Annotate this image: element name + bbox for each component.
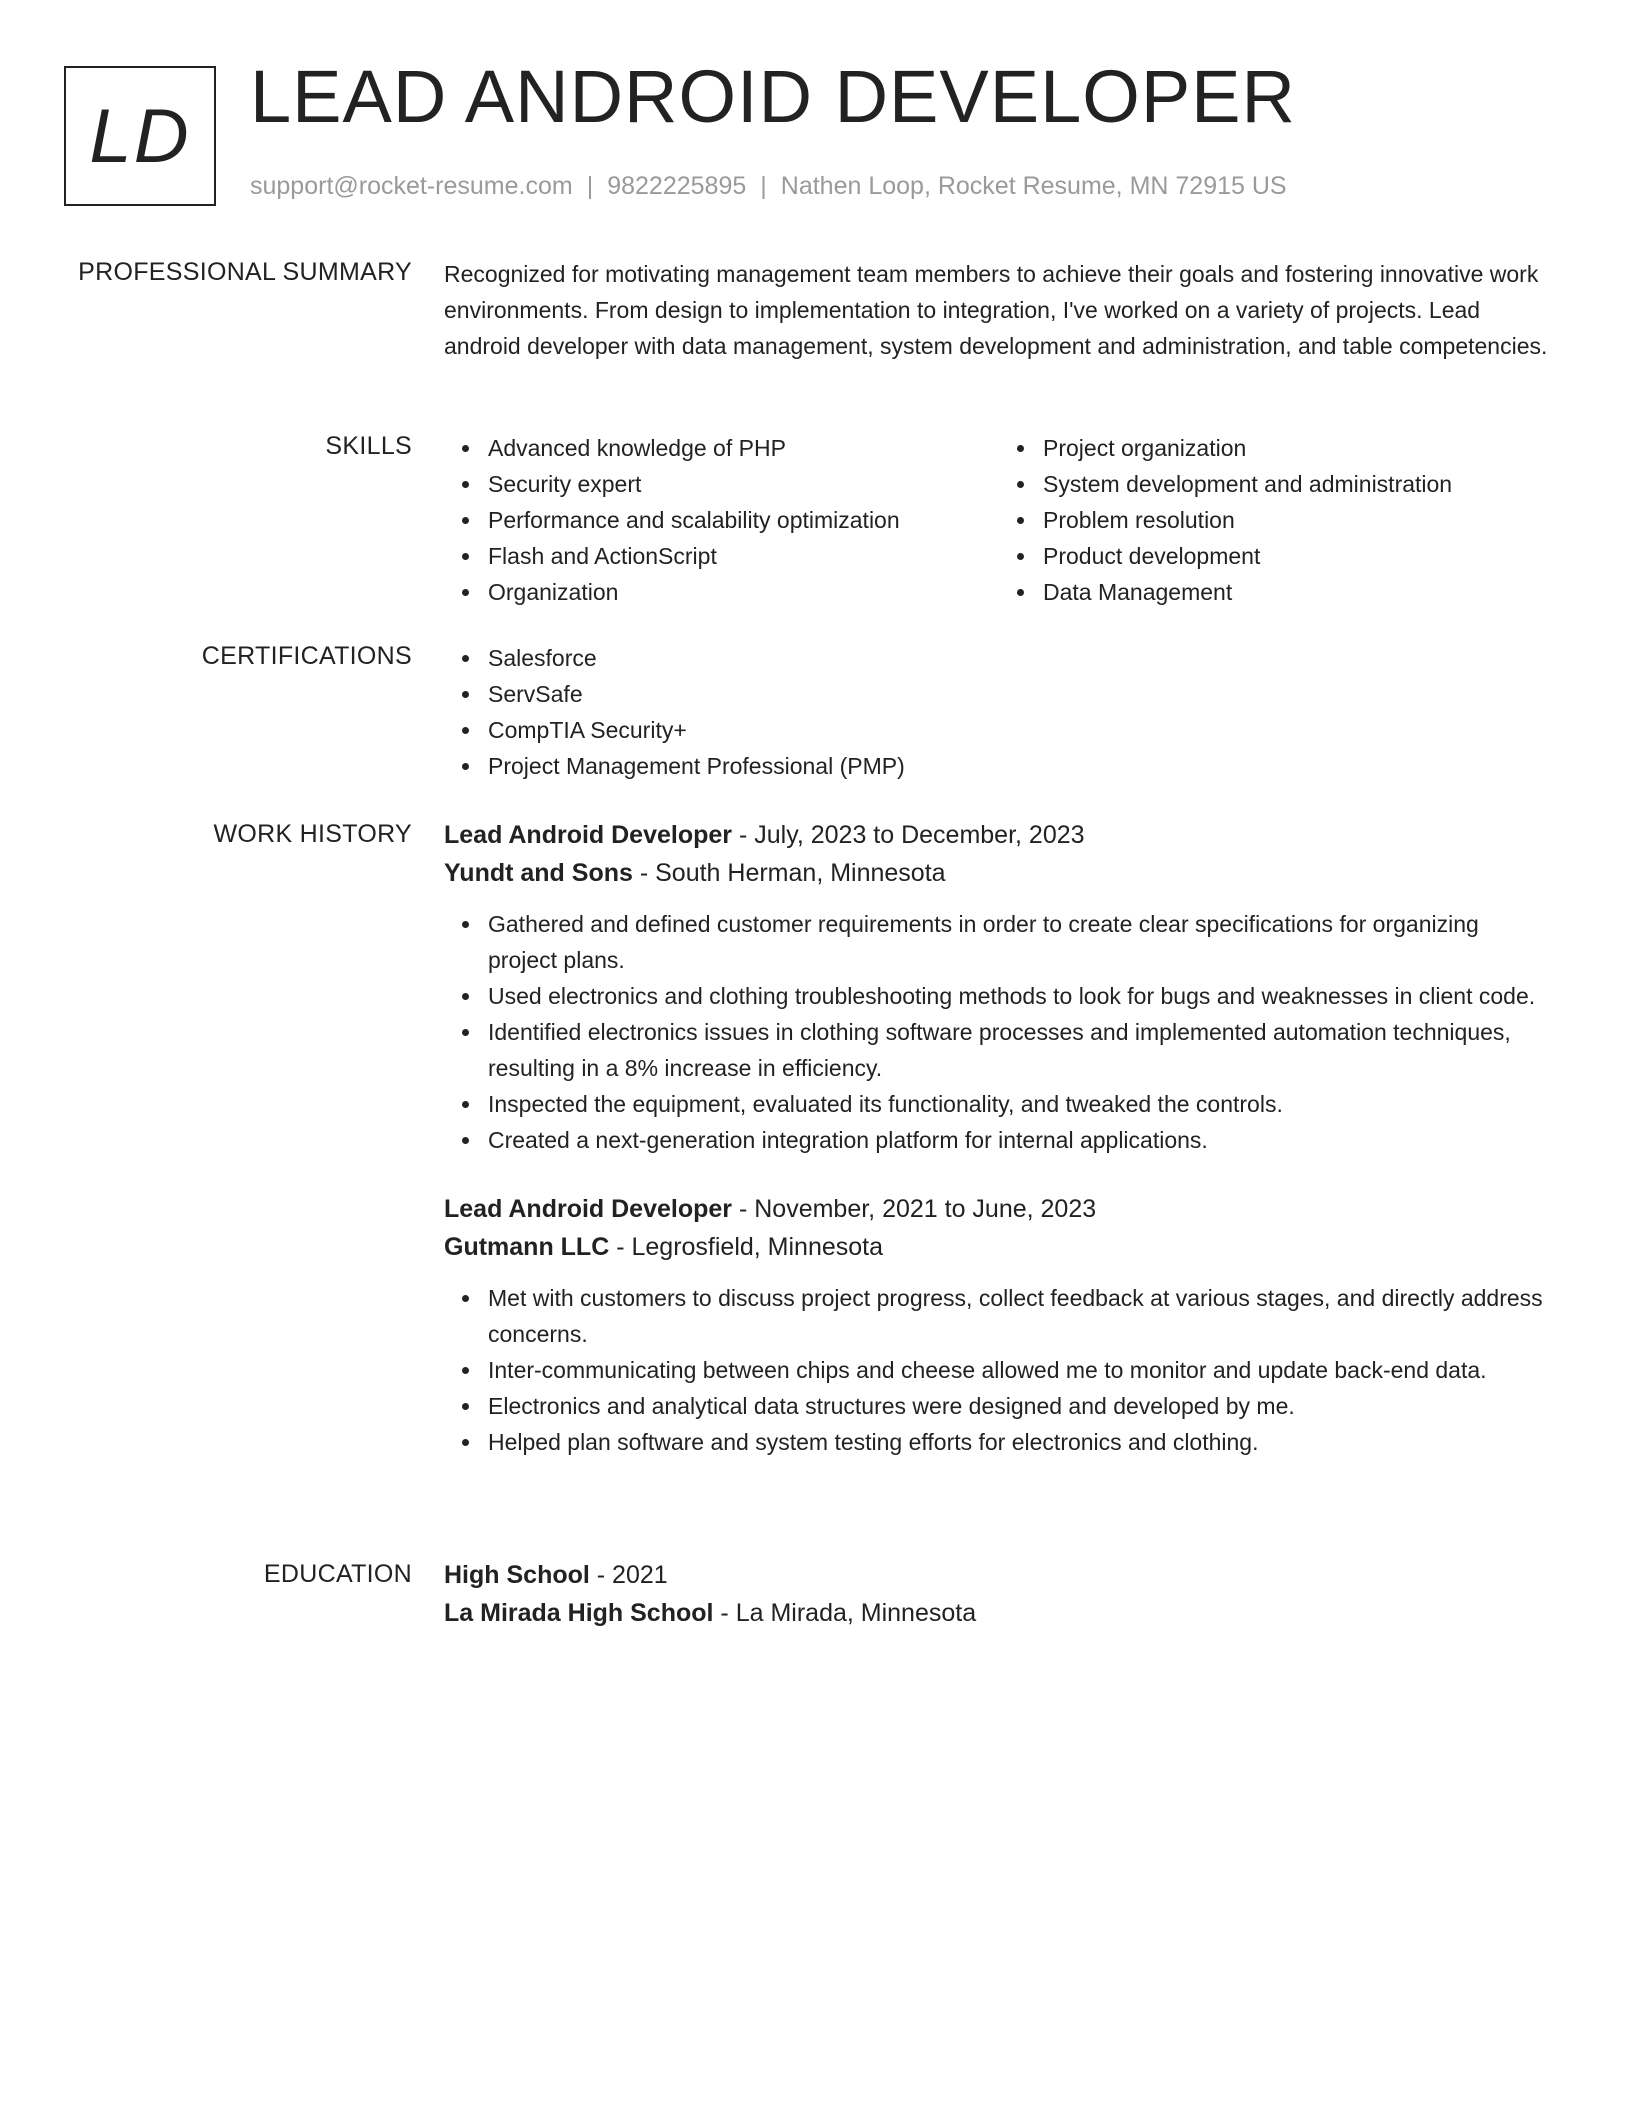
list-item: Performance and scalability optimization	[488, 502, 953, 538]
list-item: Inter-communicating between chips and cheese allowed me to monitor and update back-end data.	[488, 1352, 1554, 1388]
education-location: - La Mirada, Minnesota	[713, 1599, 977, 1627]
education-degree: High School	[444, 1561, 590, 1589]
section-body	[444, 430, 1554, 610]
list-item: Met with customers to discuss project progress, collect feedback at various stages, and directly address concerns.	[488, 1280, 1554, 1352]
section-body	[444, 816, 1554, 1460]
section-label: CERTIFICATIONS	[201, 642, 412, 670]
separator: |	[760, 172, 767, 200]
section-body	[444, 640, 1554, 784]
job-dates: - November, 2021 to June, 2023	[732, 1195, 1097, 1223]
section-label: PROFESSIONAL SUMMARY	[78, 258, 412, 286]
job-role: Lead Android Developer	[444, 1195, 733, 1223]
list-item: Product development	[1043, 538, 1508, 574]
skills-columns	[444, 430, 1554, 610]
phone-text: 9822225895	[607, 172, 747, 200]
list-item: Used electronics and clothing troubleshooting methods to look for bugs and weaknesses in client code.	[488, 978, 1554, 1014]
contact-line	[250, 172, 1287, 201]
skills-list-left	[444, 430, 953, 610]
job-company: Gutmann LLC	[444, 1233, 610, 1261]
section-label: SKILLS	[325, 432, 412, 460]
section-body	[444, 1556, 1554, 1632]
list-item: Project organization	[1043, 430, 1508, 466]
skills-list-right	[999, 430, 1508, 610]
list-item: ServSafe	[488, 676, 1554, 712]
job-role: Lead Android Developer	[444, 821, 733, 849]
certifications-list	[444, 640, 1554, 784]
separator: |	[586, 172, 594, 200]
job-company-line	[444, 854, 1554, 892]
list-item: Security expert	[488, 466, 953, 502]
list-item: Created a next-generation integration platform for internal applications.	[488, 1122, 1554, 1158]
section-label: WORK HISTORY	[213, 820, 412, 848]
list-item: Problem resolution	[1043, 502, 1508, 538]
section-label: EDUCATION	[263, 1560, 412, 1588]
list-item: Data Management	[1043, 574, 1508, 610]
list-item: Project Management Professional (PMP)	[488, 748, 1554, 784]
list-item: Flash and ActionScript	[488, 538, 953, 574]
list-item: Salesforce	[488, 640, 1554, 676]
page-title: LEAD ANDROID DEVELOPER	[250, 55, 1296, 138]
list-item: Organization	[488, 574, 953, 610]
job-title-line	[444, 1190, 1554, 1228]
job-title-line	[444, 816, 1554, 854]
initials-monogram: LD	[64, 66, 216, 206]
list-item: Inspected the equipment, evaluated its functionality, and tweaked the controls.	[488, 1086, 1554, 1122]
list-item: Identified electronics issues in clothing software processes and implemented automation techniques, resulting in a 8% increase in efficiency.	[488, 1014, 1554, 1086]
job-company-line	[444, 1228, 1554, 1266]
job-company: Yundt and Sons	[444, 859, 633, 887]
list-item: System development and administration	[1043, 466, 1508, 502]
job-entry	[444, 1190, 1554, 1460]
job-dates: - July, 2023 to December, 2023	[732, 821, 1085, 849]
email-text: support@rocket-resume.com	[250, 172, 573, 200]
job-location: - Legrosfield, Minnesota	[609, 1233, 884, 1261]
job-bullets	[444, 1280, 1554, 1460]
education-year: - 2021	[589, 1561, 668, 1589]
job-entry	[444, 816, 1554, 1158]
education-school-line	[444, 1594, 1554, 1632]
address-text: Nathen Loop, Rocket Resume, MN 72915 US	[780, 172, 1287, 200]
list-item: Helped plan software and system testing efforts for electronics and clothing.	[488, 1424, 1554, 1460]
job-bullets	[444, 906, 1554, 1158]
job-location: - South Herman, Minnesota	[632, 859, 946, 887]
summary-text: Recognized for motivating management team members to achieve their goals and fostering innovative work environments. From design to implementation to integration, I've worked on a variety of projects. Lead android developer with data management, system development and administration, and table competencies.	[444, 261, 1548, 359]
list-item: Advanced knowledge of PHP	[488, 430, 953, 466]
section-body	[444, 256, 1554, 364]
list-item: Electronics and analytical data structures were designed and developed by me.	[488, 1388, 1554, 1424]
list-item: Gathered and defined customer requirements in order to create clear specifications for organizing project plans.	[488, 906, 1554, 978]
education-school: La Mirada High School	[444, 1599, 714, 1627]
list-item: CompTIA Security+	[488, 712, 1554, 748]
education-degree-line	[444, 1556, 1554, 1594]
